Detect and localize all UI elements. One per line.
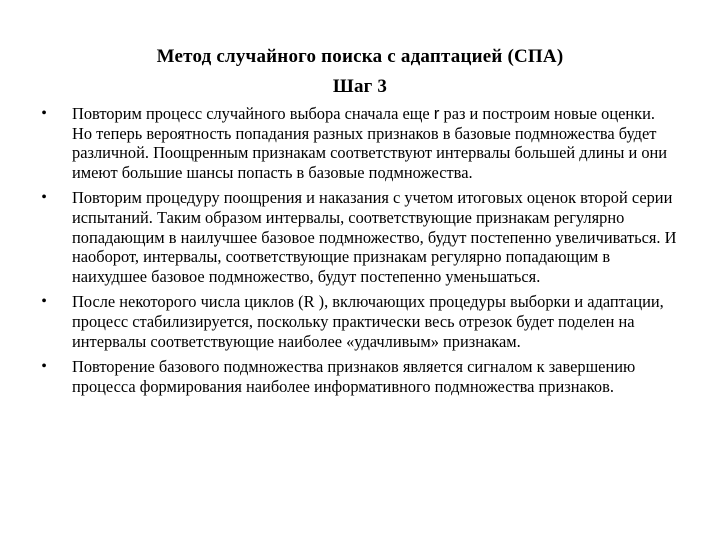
bullet-item-2: [38, 188, 678, 286]
slide-title: [0, 42, 720, 102]
bullet-text-4: Повторение базового подмножества признаков является сигналом к завершению процесса формирования наиболее информативного подмножества признаков.: [72, 357, 636, 396]
bullet-icon: •: [41, 189, 47, 207]
bullet-item-1: [38, 104, 678, 182]
bullet-text-3: После некоторого числа циклов (R ), включающих процедуры выборки и адаптации, процесс стабилизируется, поскольку практически весь отрезок будет поделен на интервалы соответствующие наиболее «удачливым» признакам.: [72, 292, 664, 351]
bullet-text-2: Повторим процедуру поощрения и наказания с учетом итоговых оценок второй серии испытаний. Таким образом интервалы, соответствующие признакам регулярно попадающим в наилучшее базовое подмножество, будут постепенно увеличиваться. И наоборот, интервалы, соответствующие признакам регулярно попадающим в наихудшее базовое подмножество, будут постепенно уменьшаться.: [72, 188, 677, 286]
bullet-text-1: [72, 104, 678, 182]
bullet-text-1-end: раз и построим новые оценки. Но теперь вероятность попадания разных признаков в базовые подмножества будет различной. Поощренным признакам соответствуют интервалы большей длины и они имеют большие шансы попасть в базовые подмножества.: [72, 104, 668, 182]
title-line-2: Шаг 3: [332, 76, 388, 97]
variable-r: r: [433, 104, 440, 123]
bullet-item-4: [38, 357, 678, 396]
bullet-icon: •: [41, 293, 47, 311]
bullet-list: [38, 104, 678, 396]
bullet-icon: •: [41, 358, 47, 376]
bullet-icon: •: [41, 105, 47, 122]
bullet-item-3: [38, 292, 678, 351]
title-line-1: Метод случайного поиска с адаптацией (СПА): [156, 46, 564, 67]
bullet-text-1-start: Повторим процесс случайного выбора сначала еще: [72, 104, 434, 123]
